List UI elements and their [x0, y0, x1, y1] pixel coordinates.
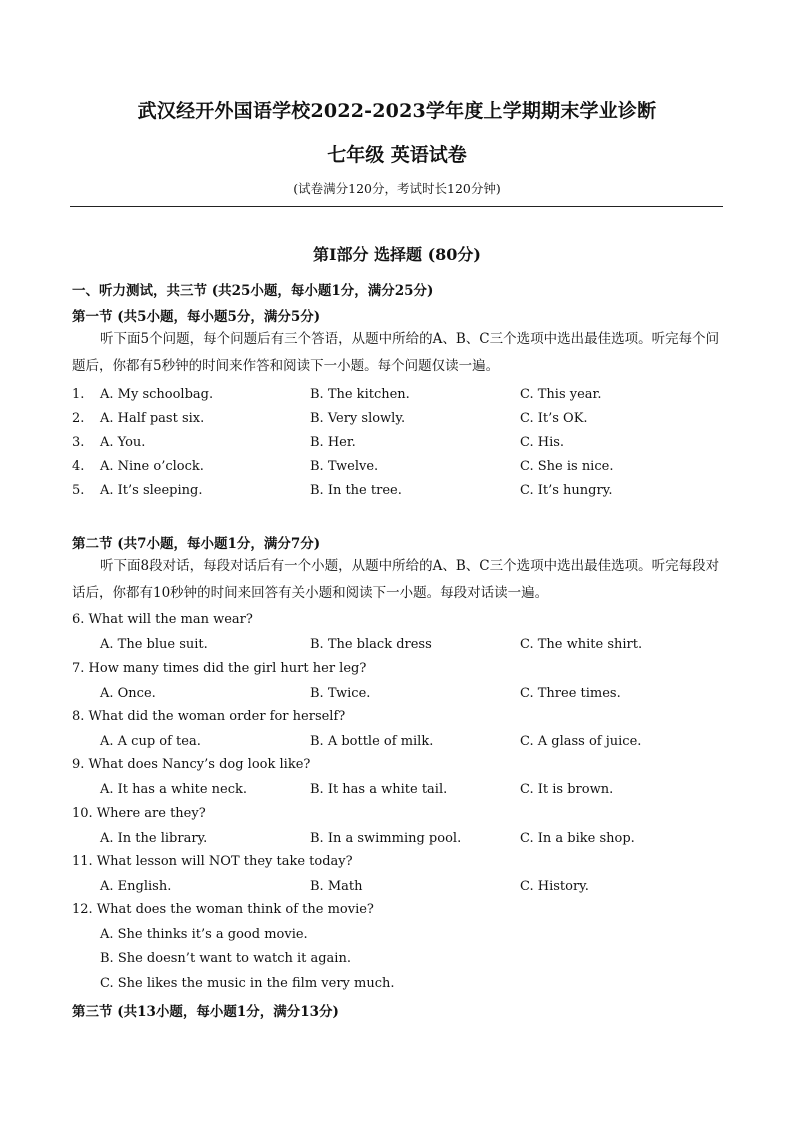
answer-row	[72, 435, 724, 459]
option-c: C. It’s hungry.	[520, 483, 613, 498]
option-c: C. Three times.	[520, 686, 621, 701]
option-c: C. The white shirt.	[520, 637, 643, 652]
option-a: A. She thinks it’s a good movie.	[100, 927, 308, 942]
option-c: C. A glass of juice.	[520, 734, 642, 749]
option-a: A. It’s sleeping.	[100, 483, 203, 498]
option-c: C. In a bike shop.	[520, 831, 635, 846]
part1-title: 第Ⅰ部分 选择题 (80分)	[312, 245, 482, 264]
exam-note: (试卷满分120分，考试时长120分钟)	[293, 181, 501, 196]
option-a: A. Nine o’clock.	[100, 459, 204, 474]
option-c: C. His.	[520, 435, 565, 450]
option-a: A. It has a white neck.	[100, 782, 248, 797]
option-c: C. It is brown.	[520, 782, 614, 797]
answer-row	[72, 483, 724, 507]
option-b: B. Very slowly.	[310, 411, 406, 426]
option-c: C. History.	[520, 879, 589, 894]
option-b: B. The kitchen.	[310, 387, 410, 402]
question-text: 7. How many times did the girl hurt her leg?	[72, 661, 367, 676]
answer-row	[72, 387, 724, 411]
option-a: A. Half past six.	[100, 411, 205, 426]
exam-subtitle: 七年级 英语试卷	[327, 144, 467, 166]
option-b: B. Twice.	[310, 686, 371, 701]
item-number: 5.	[72, 483, 85, 498]
option-a: A. In the library.	[100, 831, 208, 846]
exam-title: 武汉经开外国语学校2022-2023学年度上学期期末学业诊断	[137, 100, 657, 122]
section2-heading: 第二节 (共7小题，每小题1分，满分7分)	[72, 536, 321, 552]
question-text: 11. What lesson will NOT they take today?	[72, 854, 353, 869]
question-text: 6. What will the man wear?	[72, 612, 253, 627]
option-a: A. A cup of tea.	[100, 734, 201, 749]
option-b: B. In a swimming pool.	[310, 831, 462, 846]
option-b: B. It has a white tail.	[310, 782, 448, 797]
option-a: A. English.	[100, 879, 172, 894]
answer-row	[72, 734, 724, 758]
answer-row	[72, 782, 724, 806]
section2-instructions: 听下面8段对话，每段对话后有一个小题，从题中所给的A、B、C三个选项中选出最佳选项。听完每段对话后，你都有10秒钟的时间来回答有关小题和阅读下一小题。每段对话读一遍。	[72, 558, 720, 601]
answer-row	[72, 637, 724, 661]
option-b: B. In the tree.	[310, 483, 402, 498]
question-text: 10. Where are they?	[72, 806, 206, 821]
answer-row	[72, 879, 724, 903]
option-c: C. She is nice.	[520, 459, 614, 474]
answer-row	[72, 459, 724, 483]
question-text: 9. What does Nancy’s dog look like?	[72, 757, 311, 772]
answer-row	[72, 831, 724, 855]
title-divider	[70, 206, 723, 207]
option-a: A. My schoolbag.	[100, 387, 214, 402]
option-b: B. Math	[310, 879, 363, 894]
option-c: C. She likes the music in the film very much.	[100, 976, 395, 991]
item-number: 1.	[72, 387, 85, 402]
option-b: B. Twelve.	[310, 459, 379, 474]
option-c: C. It’s OK.	[520, 411, 588, 426]
answer-row	[72, 686, 724, 710]
listening-heading: 一、听力测试，共三节 (共25小题，每小题1分，满分25分)	[72, 283, 434, 299]
option-b: B. Her.	[310, 435, 356, 450]
option-a: A. You.	[100, 435, 146, 450]
option-b: B. A bottle of milk.	[310, 734, 434, 749]
answer-row	[72, 411, 724, 435]
option-a: A. The blue suit.	[100, 637, 208, 652]
option-b: B. She doesn’t want to watch it again.	[100, 951, 351, 966]
option-a: A. Once.	[100, 686, 156, 701]
option-b: B. The black dress	[310, 637, 432, 652]
item-number: 2.	[72, 411, 85, 426]
section3-heading: 第三节 (共13小题，每小题1分，满分13分)	[72, 1004, 339, 1020]
question-text: 12. What does the woman think of the movie?	[72, 902, 374, 917]
item-number: 3.	[72, 435, 85, 450]
section1-instructions: 听下面5个问题，每个问题后有三个答语，从题中所给的A、B、C三个选项中选出最佳选项。听完每个问题后，你都有5秒钟的时间来作答和阅读下一小题。每个问题仅读一遍。	[72, 331, 720, 374]
question-text: 8. What did the woman order for herself?	[72, 709, 346, 724]
option-c: C. This year.	[520, 387, 602, 402]
section1-heading: 第一节 (共5小题，每小题5分，满分5分)	[72, 309, 321, 325]
item-number: 4.	[72, 459, 85, 474]
